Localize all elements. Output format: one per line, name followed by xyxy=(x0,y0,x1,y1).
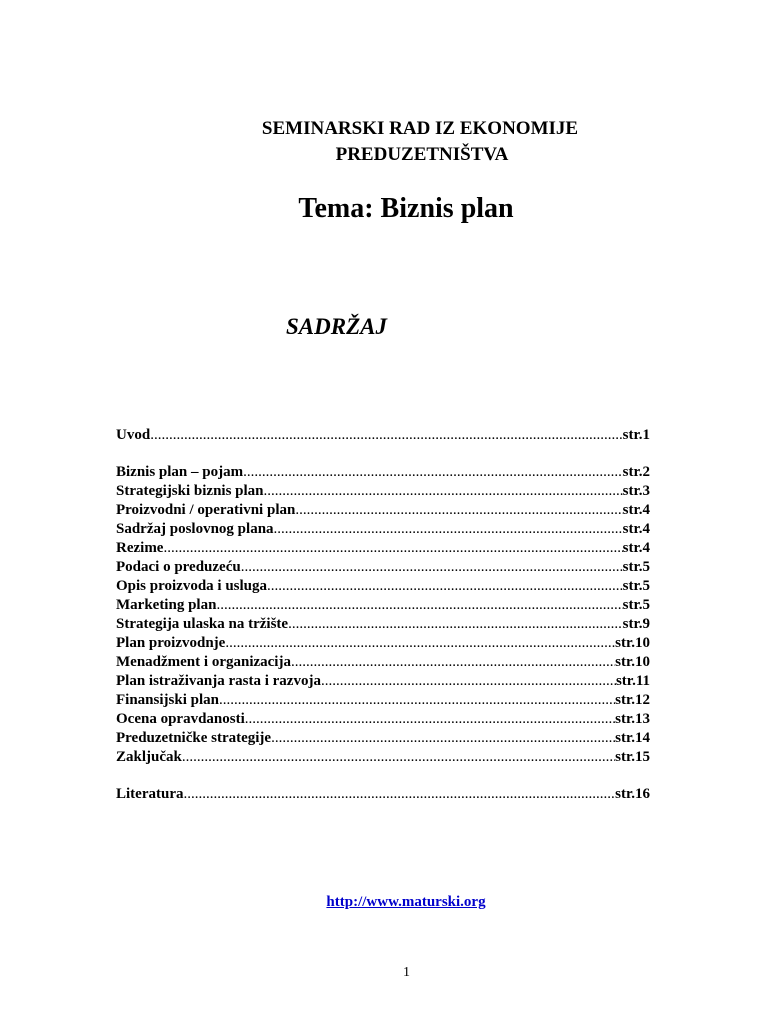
toc-entry-label: Zaključak xyxy=(116,749,182,765)
toc-spacer xyxy=(116,446,650,464)
toc-entry xyxy=(116,559,650,578)
toc-entry xyxy=(116,427,650,446)
toc-leader-dots xyxy=(241,559,623,576)
website-link[interactable]: http://www.maturski.org xyxy=(326,894,486,910)
toc-entry-label: Menadžment i organizacija xyxy=(116,654,291,670)
toc-entry xyxy=(116,597,650,616)
toc-entry xyxy=(116,692,650,711)
topic-heading: Tema: Biznis plan xyxy=(298,193,514,224)
toc-entry xyxy=(116,578,650,597)
toc-entry-label: Uvod xyxy=(116,427,151,443)
toc-entry xyxy=(116,730,650,749)
contents-heading: SADRŽAJ xyxy=(286,314,387,339)
toc-leader-dots xyxy=(271,730,615,747)
toc-leader-dots xyxy=(321,673,616,690)
toc-entry-label: Opis proizvoda i usluga xyxy=(116,578,268,594)
toc-entry xyxy=(116,654,650,673)
toc-entry-page: str.10 xyxy=(615,635,650,651)
toc-entry-page: str.5 xyxy=(622,578,650,594)
toc-entry-page: str.16 xyxy=(615,786,650,802)
toc-leader-dots xyxy=(219,692,615,709)
toc-entry-page: str.12 xyxy=(615,692,650,708)
toc-entry-label: Sadržaj poslovnog plana xyxy=(116,521,274,537)
toc-entry xyxy=(116,749,650,768)
toc-entry xyxy=(116,635,650,654)
toc-entry-label: Ocena opravdanosti xyxy=(116,711,245,727)
toc-entry-page: str.15 xyxy=(615,749,650,765)
toc-entry xyxy=(116,464,650,483)
toc-leader-dots xyxy=(243,464,623,481)
toc-leader-dots xyxy=(225,635,615,652)
toc-leader-dots xyxy=(288,616,623,633)
toc-entry-label: Plan proizvodnje xyxy=(116,635,226,651)
toc-entry-label: Proizvodni / operativni plan xyxy=(116,502,296,518)
table-of-contents xyxy=(116,427,650,805)
toc-entry xyxy=(116,521,650,540)
toc-entry-page: str.5 xyxy=(622,559,650,575)
toc-entry-page: str.3 xyxy=(622,483,650,499)
toc-leader-dots xyxy=(245,711,615,728)
toc-entry-page: str.14 xyxy=(615,730,650,746)
toc-spacer xyxy=(116,768,650,786)
toc-entry-label: Marketing plan xyxy=(116,597,217,613)
toc-entry-label: Preduzetničke strategije xyxy=(116,730,272,746)
toc-leader-dots xyxy=(274,521,623,538)
toc-entry xyxy=(116,502,650,521)
toc-entry xyxy=(116,483,650,502)
toc-entry-page: str.4 xyxy=(622,521,650,537)
toc-entry-label: Strategija ulaska na tržište xyxy=(116,616,289,632)
toc-leader-dots xyxy=(182,749,615,766)
toc-entry-page: str.5 xyxy=(622,597,650,613)
toc-entry xyxy=(116,673,650,692)
toc-entry xyxy=(116,711,650,730)
toc-entry-page: str.13 xyxy=(615,711,650,727)
toc-leader-dots xyxy=(150,427,622,444)
page-number: 1 xyxy=(403,965,410,980)
toc-entry xyxy=(116,540,650,559)
toc-entry-label: Finansijski plan xyxy=(116,692,219,708)
toc-entry-page: str.1 xyxy=(622,427,650,443)
toc-leader-dots xyxy=(216,597,622,614)
toc-entry-page: str.9 xyxy=(622,616,650,632)
toc-leader-dots xyxy=(291,654,615,671)
toc-entry-page: str.4 xyxy=(622,502,650,518)
toc-entry-page: str.4 xyxy=(622,540,650,556)
toc-leader-dots xyxy=(295,502,622,519)
toc-entry-label: Podaci o preduzeću xyxy=(116,559,241,575)
toc-entry-label: Biznis plan – pojam xyxy=(116,464,244,480)
toc-leader-dots xyxy=(183,786,615,803)
document-title-line1: SEMINARSKI RAD IZ EKONOMIJE xyxy=(261,118,579,139)
toc-entry-label: Literatura xyxy=(116,786,184,802)
toc-entry-label: Strategijski biznis plan xyxy=(116,483,264,499)
document-title-line2: PREDUZETNIŠTVA xyxy=(335,144,509,165)
toc-entry-page: str.11 xyxy=(615,673,650,689)
toc-entry xyxy=(116,786,650,805)
toc-leader-dots xyxy=(264,483,623,500)
toc-entry-label: Rezime xyxy=(116,540,164,556)
toc-entry-page: str.2 xyxy=(622,464,650,480)
toc-entry-page: str.10 xyxy=(615,654,650,670)
toc-entry-label: Plan istraživanja rasta i razvoja xyxy=(116,673,321,689)
toc-entry xyxy=(116,616,650,635)
toc-leader-dots xyxy=(267,578,623,595)
toc-leader-dots xyxy=(163,540,622,557)
